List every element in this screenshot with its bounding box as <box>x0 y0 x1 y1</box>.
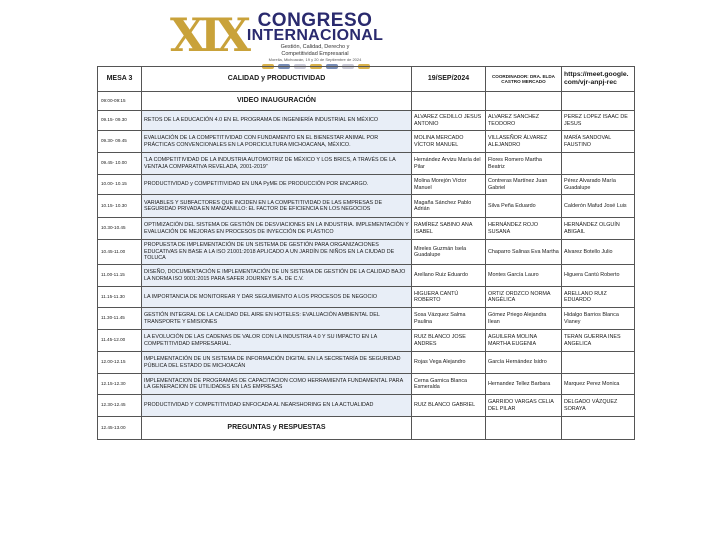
author-3: TERAN GUERRA INES ANGELICA <box>562 330 635 352</box>
table-row <box>98 265 635 287</box>
author-2: Silva Peña Eduardo <box>486 195 562 218</box>
paper-title: DISEÑO, DOCUMENTACIÓN E IMPLEMENTACIÓN DE UN SISTEMA DE GESTIÓN DE LA CALIDAD BAJO LA NORMA ISO 9001:2015 PARA SAFER JOURNEY S.A. DE C.V. <box>142 265 412 287</box>
time-slot: 12.15-12.30 <box>98 374 142 395</box>
paper-title: “LA COMPETITIVIDAD DE LA INDUSTRIA AUTOMOTRIZ DE MÉXICO Y LOS BRICS, A TRAVÉS DE LA VENTAJA COMPARATIVA REVELADA, 2001-2019” <box>142 153 412 175</box>
author-3: Hidalgo Barrios Blanca Vianey <box>562 308 635 330</box>
subtitle-line-1: Gestión, Calidad, Derecho y <box>280 44 350 50</box>
table-row <box>98 374 635 395</box>
table-row <box>98 395 635 417</box>
table-header-row <box>98 67 635 92</box>
table-row <box>98 417 635 440</box>
time-slot: 09.30- 09.45 <box>98 131 142 153</box>
author-2: ORTIZ ORDZCO NORMA ANGÉLICA <box>486 287 562 308</box>
author-3: Higuera Cantú Roberto <box>562 265 635 287</box>
table-row <box>98 111 635 131</box>
author-3: HERNÁNDEZ OLGUÍN ABIGAIL <box>562 218 635 240</box>
author-1: ALVAREZ CEDILLO JESUS ANTONIO <box>412 111 486 131</box>
title-line-1: CONGRESO <box>257 10 373 31</box>
schedule-table <box>97 66 635 440</box>
paper-title: EVALUACIÓN DE LA COMPETITIVIDAD CON FUNDAMENTO EN EL BIENESTAR ANIMAL POR PRÁCTICAS CONVENCIONALES EN LA PORCICULTURA MICHOACANA, MÉXICO. <box>142 131 412 153</box>
table-row <box>98 330 635 352</box>
author-3: Pérez Alvarado María Guadalupe <box>562 175 635 195</box>
time-slot: 11.45-12.00 <box>98 330 142 352</box>
session-segment-title: PREGUNTAS y RESPUESTAS <box>142 417 412 440</box>
mesa-label: MESA 3 <box>98 67 142 92</box>
author-3 <box>562 153 635 175</box>
time-slot: 09:00-09:15 <box>98 92 142 111</box>
time-slot: 09.15- 09.30 <box>98 111 142 131</box>
author-2: Contreras Martínez Juan Gabriel <box>486 175 562 195</box>
venue-date: Morelia, Michoacán, 19 y 20 de Septiembre de 2024 <box>268 57 362 62</box>
author-3: Alvarez Botello Julio <box>562 240 635 265</box>
table-row <box>98 131 635 153</box>
author-2 <box>486 92 562 111</box>
paper-title: IMPLEMENTACIÓN DE UN SISTEMA DE INFORMACIÓN DIGITAL EN LA SECRETARÍA DE SEGURIDAD PÚBLICA DEL ESTADO DE MICHOACÁN <box>142 352 412 374</box>
author-3 <box>562 352 635 374</box>
author-2: Hernandez Tellez Barbara <box>486 374 562 395</box>
author-1: Rojas Vega Alejandro <box>412 352 486 374</box>
subtitle-line-2: Competitividad Empresarial <box>281 51 349 57</box>
author-1: Molina Morejón Víctor Manuel <box>412 175 486 195</box>
table-row <box>98 175 635 195</box>
author-2: García Hernández Isidro <box>486 352 562 374</box>
paper-title: LA IMPORTANCIA DE MONITOREAR Y DAR SEGUIMIENTO A LOS PROCESOS DE NEGOCIO <box>142 287 412 308</box>
paper-title: PRODUCTIVIDAD y COMPETITIVIDAD EN UNA PyME DE PRODUCCIÓN POR ENCARGO. <box>142 175 412 195</box>
author-1: Sosa Vázquez Salma Paulina <box>412 308 486 330</box>
table-row <box>98 352 635 374</box>
table-row <box>98 92 635 111</box>
author-1: MOLINA MERCADO VÍCTOR MANUEL <box>412 131 486 153</box>
time-slot: 09.45- 10.00 <box>98 153 142 175</box>
author-1: RUIZ BLANCO JOSE ANDRES <box>412 330 486 352</box>
author-3: PEREZ LOPEZ ISAAC DE JESUS <box>562 111 635 131</box>
author-3: MARÍA SANDOVAL FAUSTINO <box>562 131 635 153</box>
session-date: 19/SEP/2024 <box>412 67 486 92</box>
author-3: Calderón Mafud José Luis <box>562 195 635 218</box>
author-3: ARELLANO RUIZ EDUARDO <box>562 287 635 308</box>
edition-logo: XIX <box>170 8 245 62</box>
author-2: Gómez Priego Alejandra Ilean <box>486 308 562 330</box>
paper-title: IMPLEMENTACION DE PROGRAMAS DE CAPACITACION COMO HERRAMIENTA FUNDAMENTAL PARA LA GENERACION DE UTILIDADES EN LAS EMPRESAS <box>142 374 412 395</box>
paper-title: RETOS DE LA EDUCACIÓN 4.0 EN EL PROGRAMA DE INGENIERÍA INDUSTRIAL EN MÉXICO <box>142 111 412 131</box>
table-row <box>98 195 635 218</box>
author-1: HIGUERA CANTÚ ROBERTO <box>412 287 486 308</box>
time-slot: 10.30-10.45 <box>98 218 142 240</box>
paper-title: PROPUESTA DE IMPLEMENTACIÓN DE UN SISTEMA DE GESTIÓN PARA ORGANIZACIONES EDUCATIVAS EN BASE A LA ISO 21001:2018 APLICADO A UN JARDÍN DE NIÑOS EN LA CIUDAD DE TOLUCA <box>142 240 412 265</box>
author-1: Cerna Garnica Blanca Esmeralda <box>412 374 486 395</box>
author-1 <box>412 417 486 440</box>
congress-header <box>170 10 390 62</box>
meet-link[interactable]: https://meet.google.com/vjr-anpj-rec <box>562 67 635 92</box>
coordinator: COORDINADOR: DRA. ELDA CASTRO MERCADO <box>486 67 562 92</box>
author-2 <box>486 417 562 440</box>
author-2: Montes García Lauro <box>486 265 562 287</box>
title-line-2: INTERNACIONAL <box>246 27 384 44</box>
paper-title: PRODUCTIVIDAD Y COMPETITIVIDAD ENFOCADA AL NEARSHORING EN LA ACTUALIDAD <box>142 395 412 417</box>
author-1: Mireles Guzmán Isela Guadalupe <box>412 240 486 265</box>
author-2: ALVAREZ SANCHEZ TEODORO <box>486 111 562 131</box>
session-segment-title: VIDEO INAUGURACIÓN <box>142 92 412 111</box>
author-2: HERNÁNDEZ ROJO SUSANA <box>486 218 562 240</box>
author-3: DELGADO VÁZQUEZ SORAYA <box>562 395 635 417</box>
paper-title: GESTIÓN INTEGRAL DE LA CALIDAD DEL AIRE EN HOTELES: EVALUACIÓN AMBIENTAL DEL TRANSPORTE Y EMISIONES <box>142 308 412 330</box>
time-slot: 10.15- 10.30 <box>98 195 142 218</box>
paper-title: OPTIMIZACIÓN DEL SISTEMA DE GESTIÓN DE DESVIACIONES EN LA INDUSTRIA. IMPLEMENTACIÓN Y EVALUACIÓN DE MEJORAS EN PROCESOS DE INYECCIÓN DE PLÁSTICO <box>142 218 412 240</box>
paper-title: VARIABLES Y SUBFACTORES QUE INCIDEN EN LA COMPETITIVIDAD DE LAS EMPRESAS DE SEGURIDAD PRIVADA EN MANZANILLO: EL FACTOR DE EFICIENCIA EN LOS NEGOCIOS <box>142 195 412 218</box>
author-2: AGUILERA MOLINA MARTHA EUGENIA <box>486 330 562 352</box>
author-2: VILLASEÑOR ÁLVAREZ ALEJANDRO <box>486 131 562 153</box>
time-slot: 11.00-11.15 <box>98 265 142 287</box>
author-1: RUIZ BLANCO GABRIEL <box>412 395 486 417</box>
time-slot: 11.15-11.30 <box>98 287 142 308</box>
time-slot: 10.00- 10.15 <box>98 175 142 195</box>
author-1: Arellano Ruiz Eduardo <box>412 265 486 287</box>
time-slot: 10.45-11.00 <box>98 240 142 265</box>
session-theme: CALIDAD y PRODUCTIVIDAD <box>142 67 412 92</box>
table-row <box>98 240 635 265</box>
table-row <box>98 218 635 240</box>
author-1: RAMÍREZ SABINO ANA ISABEL <box>412 218 486 240</box>
table-row <box>98 287 635 308</box>
time-slot: 12.00-12.15 <box>98 352 142 374</box>
paper-title: LA EVOLUCIÓN DE LAS CADENAS DE VALOR CON LA INDUSTRIA 4.0 Y SU IMPACTO EN LA COMPETITIVIDAD EMPRESARIAL. <box>142 330 412 352</box>
time-slot: 12.30-12.45 <box>98 395 142 417</box>
author-2: Chaparro Salinas Eva Martha <box>486 240 562 265</box>
author-1: Hernández Arvizu María del Pilar <box>412 153 486 175</box>
author-2: Flores Romero Martha Beatriz <box>486 153 562 175</box>
author-3 <box>562 417 635 440</box>
author-3 <box>562 92 635 111</box>
author-3: Marquez Perez Monica <box>562 374 635 395</box>
congress-title <box>240 12 390 62</box>
table-row <box>98 153 635 175</box>
author-1: Magaña Sánchez Pablo Adrián <box>412 195 486 218</box>
author-2: GARRIDO VARGAS CELIA DEL PILAR <box>486 395 562 417</box>
time-slot: 12.45-13.00 <box>98 417 142 440</box>
table-row <box>98 308 635 330</box>
author-1 <box>412 92 486 111</box>
time-slot: 11.30-11.45 <box>98 308 142 330</box>
